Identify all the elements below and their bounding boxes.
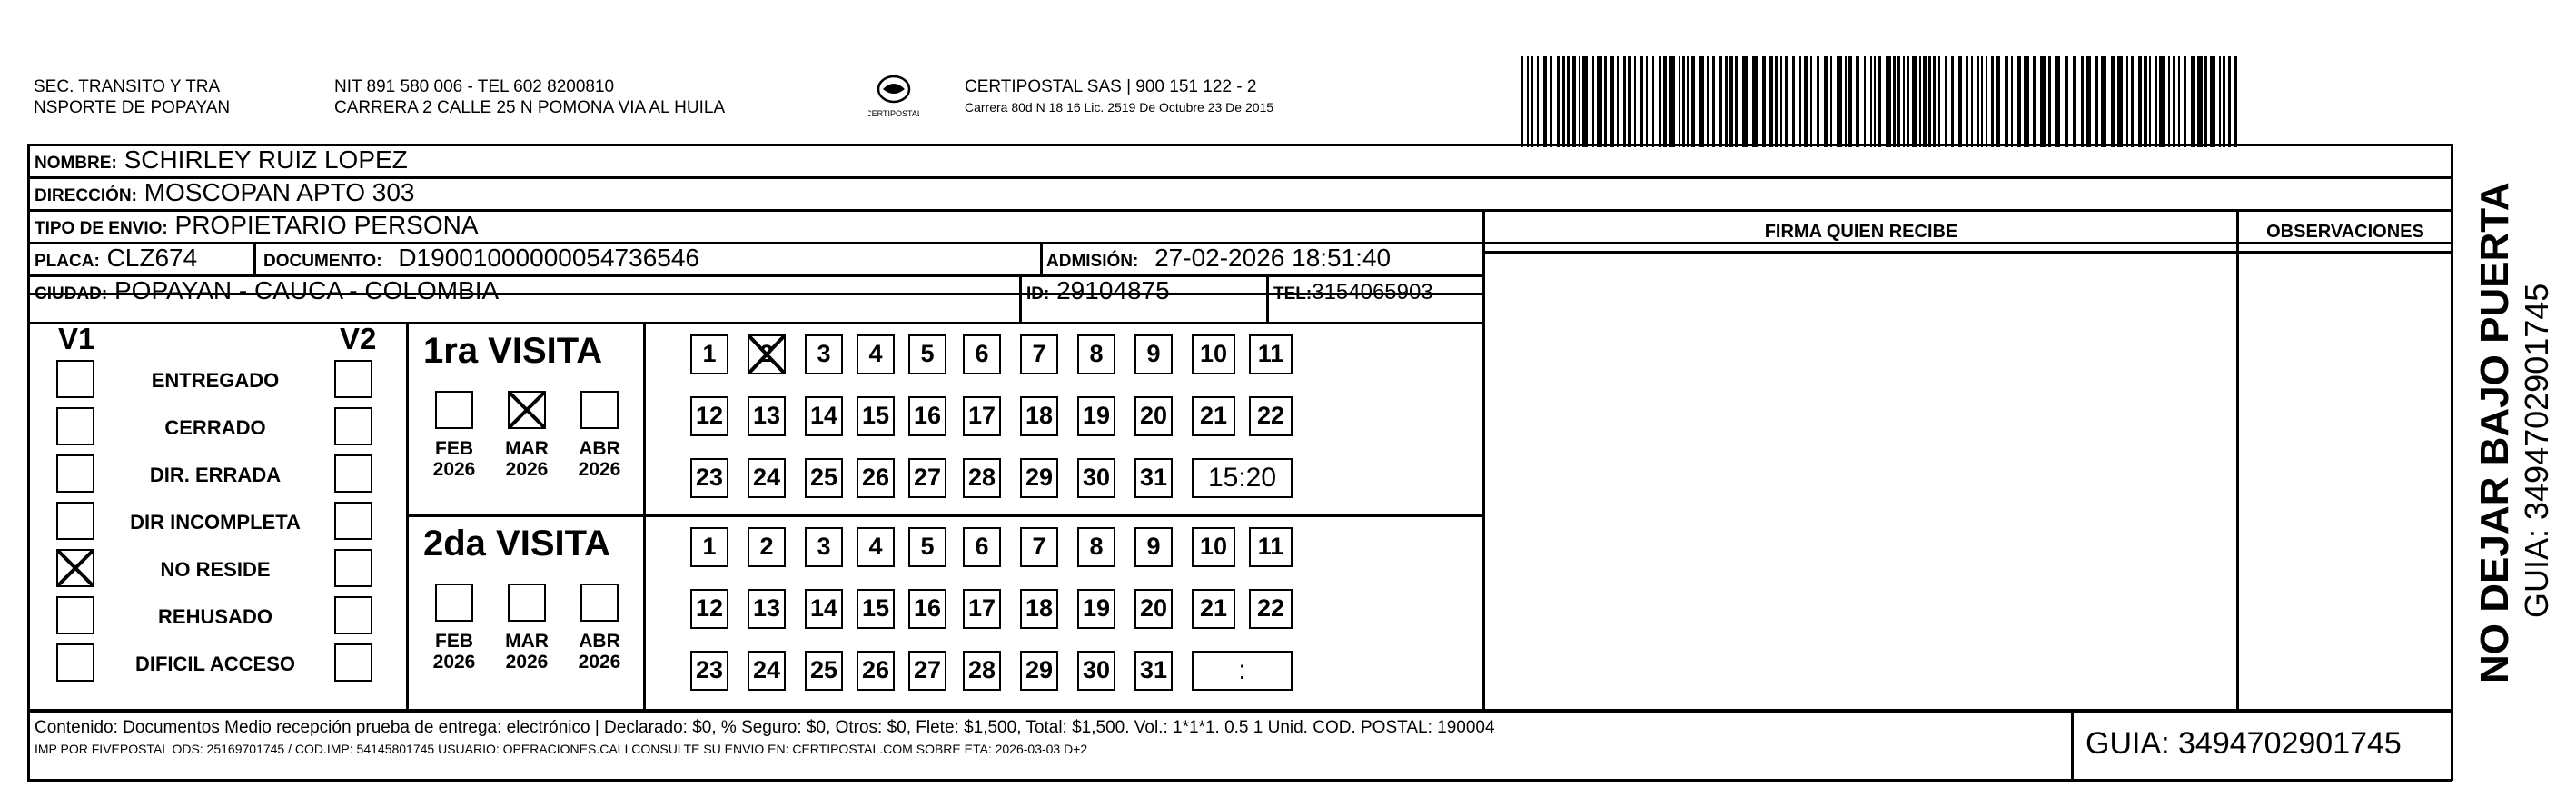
status-label: CERRADO [164,416,266,439]
id-value: 29104875 [1056,276,1170,304]
tipo-envio-row [35,210,479,244]
admision-label: ADMISIÓN: [1046,252,1139,271]
status-v1-check-mark [56,549,94,587]
month-check-mark [508,391,546,429]
day-box[interactable]: 27 [908,651,946,691]
day-box[interactable]: 19 [1077,589,1115,629]
side-warning: NO DEJAR BAJO PUERTA [2472,182,2517,683]
day-box[interactable]: 2 [748,334,786,374]
ciudad-label: CIUDAD: [35,284,108,304]
day-box[interactable]: 4 [857,527,895,567]
day-box[interactable]: 30 [1077,651,1115,691]
id-label: ID: [1026,284,1050,304]
day-box[interactable]: 14 [805,589,843,629]
documento-label: DOCUMENTO: [263,252,382,271]
observaciones-column-header: OBSERVACIONES [2266,222,2424,242]
month-label [495,438,559,480]
observations-area[interactable] [2240,253,2449,707]
id-field [1026,275,1170,310]
day-box[interactable]: 26 [857,651,895,691]
signature-area[interactable] [1486,253,2234,707]
status-v2-checkbox[interactable] [334,549,372,587]
month-label [568,438,631,480]
tel-field [1273,275,1433,310]
nombre-row [35,145,408,179]
status-v1-checkbox[interactable] [56,643,94,682]
day-box[interactable]: 18 [1020,589,1058,629]
day-box[interactable]: 20 [1134,589,1173,629]
footer-imp-line: IMP POR FIVEPOSTAL ODS: 25169701745 / COD.IMP: 54145801745 USUARIO: OPERACIONES.CALI CONSULTE SU ENVIO EN: CERTIPOSTAL.COM SOBRE ETA: 2026-03-03 D+2 [35,742,1088,756]
day-box[interactable]: 7 [1020,334,1058,374]
month-name: ABR [579,438,620,459]
day-box[interactable]: 16 [908,396,946,436]
day-box[interactable]: 7 [1020,527,1058,567]
placa-value: CLZ674 [106,244,198,272]
tipo-envio-value: PROPIETARIO PERSONA [174,211,479,239]
ciudad-value: POPAYAN - CAUCA - COLOMBIA [114,276,500,304]
day-box[interactable]: 12 [690,396,728,436]
status-label: DIR INCOMPLETA [130,511,301,534]
footer-guia: GUIA: 3494702901745 [2086,726,2402,761]
day-box[interactable]: 14 [805,396,843,436]
placa-field [35,243,197,277]
firma-column-header: FIRMA QUIEN RECIBE [1764,222,1958,242]
day-box[interactable]: 20 [1134,396,1173,436]
day-box[interactable]: 21 [1192,396,1235,436]
carrier-line-1: CERTIPOSTAL SAS | 900 151 122 - 2 [965,77,1257,96]
day-box[interactable]: 17 [963,396,1001,436]
day-box[interactable]: 12 [690,589,728,629]
month-name: MAR [505,438,549,459]
day-box[interactable]: 31 [1134,458,1173,498]
visit-time-box[interactable]: 15:20 [1192,458,1293,498]
tipo-envio-label: TIPO DE ENVIO: [35,219,168,238]
direccion-row [35,177,414,212]
day-box[interactable]: 31 [1134,651,1173,691]
day-box[interactable]: 26 [857,458,895,498]
day-box[interactable]: 2 [748,527,786,567]
day-box[interactable]: 3 [805,334,843,374]
day-box[interactable]: 10 [1192,334,1235,374]
side-guia: GUIA: 3494702901745 [2518,283,2555,618]
status-v1-checkbox[interactable] [56,596,94,634]
sender-contact [334,76,725,118]
day-box[interactable]: 11 [1249,527,1293,567]
month-label [495,631,559,673]
day-box[interactable]: 6 [963,527,1001,567]
month-year: 2026 [432,459,476,480]
carrier-info [965,76,1273,116]
month-year: 2026 [505,459,549,480]
status-v1-checkbox[interactable] [56,502,94,540]
day-box[interactable]: 5 [908,527,946,567]
month-checkbox[interactable] [435,584,473,622]
day-box[interactable]: 28 [963,651,1001,691]
month-checkbox[interactable] [435,391,473,429]
day-box[interactable]: 9 [1134,334,1173,374]
day-box[interactable]: 29 [1020,458,1058,498]
day-box[interactable]: 5 [908,334,946,374]
documento-value: D19001000000054736546 [398,244,699,272]
day-box[interactable]: 29 [1020,651,1058,691]
month-checkbox[interactable] [580,391,619,429]
day-box[interactable]: 10 [1192,527,1235,567]
month-year: 2026 [505,652,549,673]
direccion-label: DIRECCIÓN: [35,186,137,205]
day-box[interactable]: 1 [690,527,728,567]
day-box[interactable]: 4 [857,334,895,374]
sender-line-1: SEC. TRANSITO Y TRA [34,77,221,96]
month-name: FEB [435,631,473,652]
day-box[interactable]: 18 [1020,396,1058,436]
day-box[interactable]: 6 [963,334,1001,374]
carrier-line-2: Carrera 80d N 18 16 Lic. 2519 De Octubre 23 De 2015 [965,100,1274,115]
status-v1-checkbox[interactable] [56,360,94,398]
day-box[interactable]: 24 [748,651,786,691]
status-label: DIR. ERRADA [149,464,282,486]
nombre-value: SCHIRLEY RUIZ LOPEZ [124,145,408,174]
month-label [568,631,631,673]
status-label: REHUSADO [158,605,272,628]
day-box[interactable]: 25 [805,651,843,691]
day-box[interactable]: 13 [748,589,786,629]
day-box[interactable]: 3 [805,527,843,567]
month-year: 2026 [578,459,621,480]
day-check-mark [748,334,786,374]
month-label [422,631,486,673]
status-v2-checkbox[interactable] [334,502,372,540]
status-v1-checkbox[interactable] [56,407,94,445]
status-v2-checkbox[interactable] [334,360,372,398]
ciudad-field [35,275,499,310]
status-label: NO RESIDE [160,558,271,581]
sender-name [34,76,230,118]
sender-line-2: NSPORTE DE POPAYAN [34,98,231,117]
status-label: ENTREGADO [151,369,280,392]
day-box[interactable]: 17 [963,589,1001,629]
barcode [1521,56,2245,147]
day-box[interactable]: 19 [1077,396,1115,436]
v1-label: V1 [58,322,95,355]
day-box[interactable]: 11 [1249,334,1293,374]
day-box[interactable]: 22 [1249,589,1293,629]
month-year: 2026 [432,652,476,673]
footer-content-line: Contenido: Documentos Medio recepción prueba de entrega: electrónico | Declarado: $0, % Seguro: $0, Otros: $0, Flete: $1,500, Total: $1,500. Vol.: 1*1*1. 0.5 1 Unid. COD. POSTAL: 190004 [35,718,1495,737]
status-v2-checkbox[interactable] [334,407,372,445]
day-box[interactable]: 24 [748,458,786,498]
day-box[interactable]: 22 [1249,396,1293,436]
visit-title: 1ra VISITA [423,331,603,371]
placa-label: PLACA: [35,252,100,271]
month-name: ABR [579,631,620,652]
day-box[interactable]: 23 [690,458,728,498]
month-checkbox[interactable] [580,584,619,622]
admision-value: 27-02-2026 18:51:40 [1154,244,1392,272]
logo-icon [868,71,919,120]
day-box[interactable]: 8 [1077,527,1115,567]
visit-title: 2da VISITA [423,524,610,564]
visit-time-box[interactable]: : [1192,651,1293,691]
status-v2-checkbox[interactable] [334,454,372,493]
month-name: FEB [435,438,473,459]
direccion-value: MOSCOPAN APTO 303 [144,178,415,206]
month-label [422,438,486,480]
day-box[interactable]: 1 [690,334,728,374]
documento-field [263,243,699,277]
day-box[interactable]: 9 [1134,527,1173,567]
month-checkbox[interactable] [508,584,546,622]
day-box[interactable]: 30 [1077,458,1115,498]
tel-label: TEL: [1273,284,1313,304]
day-box[interactable]: 27 [908,458,946,498]
month-year: 2026 [578,652,621,673]
admision-field [1046,243,1391,277]
day-box[interactable]: 15 [857,589,895,629]
status-label: DIFICIL ACCESO [134,653,295,675]
day-box[interactable]: 25 [805,458,843,498]
day-box[interactable]: 16 [908,589,946,629]
status-v2-checkbox[interactable] [334,596,372,634]
day-box[interactable]: 28 [963,458,1001,498]
day-box[interactable]: 8 [1077,334,1115,374]
sender-nit: NIT 891 580 006 - TEL 602 8200810 [334,77,615,96]
certipostal-logo [868,71,919,120]
day-box[interactable]: 21 [1192,589,1235,629]
svg-text:CERTIPOSTAL: CERTIPOSTAL [868,109,919,118]
status-v2-checkbox[interactable] [334,643,372,682]
day-box[interactable]: 13 [748,396,786,436]
status-v1-checkbox[interactable] [56,454,94,493]
v2-label: V2 [340,322,377,355]
nombre-label: NOMBRE: [35,154,117,173]
day-box[interactable]: 15 [857,396,895,436]
tel-value: 3154065903 [1312,280,1433,304]
sender-address: CARRERA 2 CALLE 25 N POMONA VIA AL HUILA [334,98,726,117]
month-name: MAR [505,631,549,652]
day-box[interactable]: 23 [690,651,728,691]
